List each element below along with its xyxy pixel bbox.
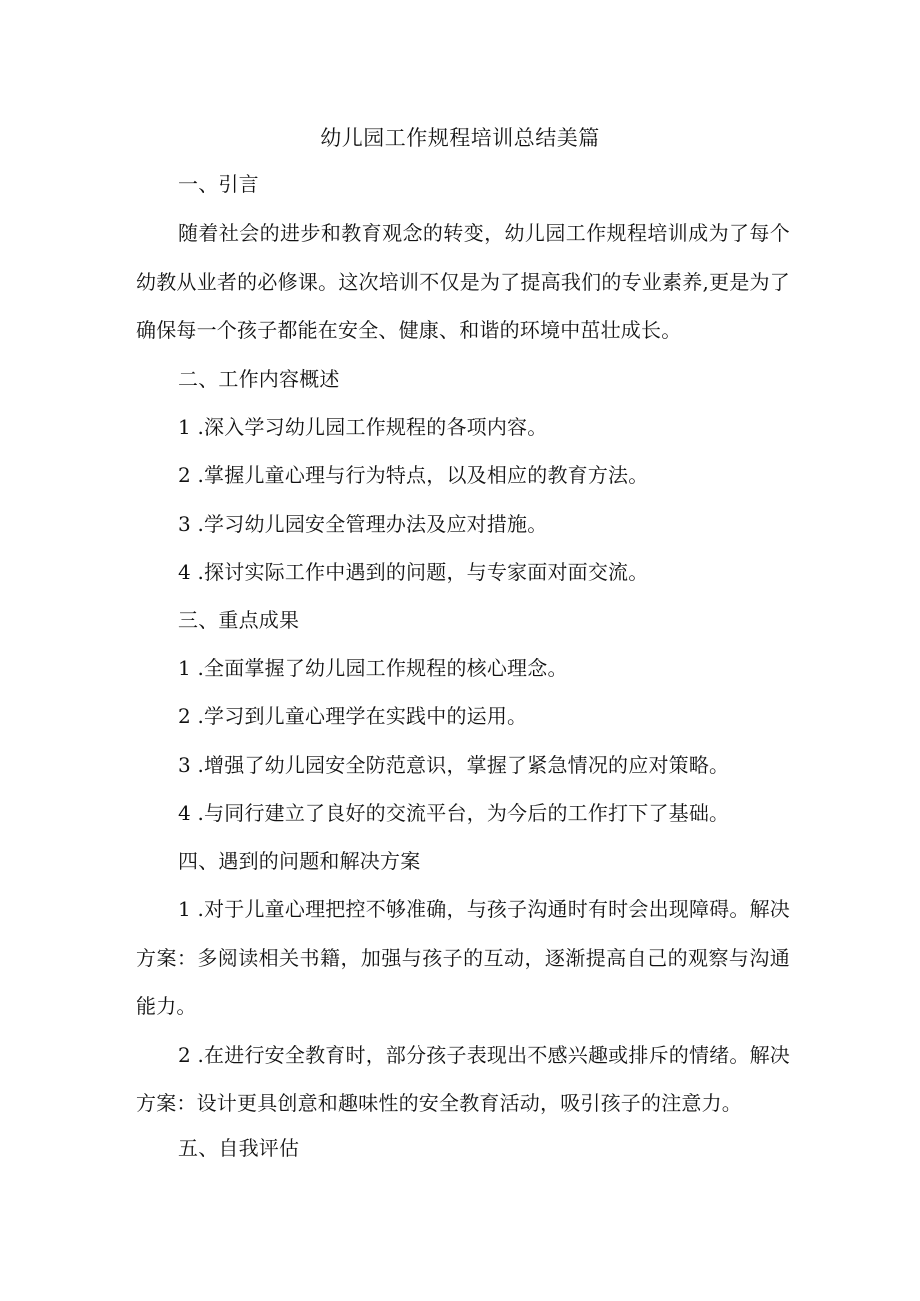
section-heading-introduction: 一、引言 [178, 172, 259, 196]
section-heading-key-results: 三、重点成果 [178, 608, 300, 632]
paragraph-line: 方案：多阅读相关书籍，加强与孩子的互动，逐渐提高自己的观察与沟通 [136, 946, 790, 970]
paragraph-line: 确保每一个孩子都能在安全、健康、和谐的环境中茁壮成长。 [136, 318, 682, 342]
paragraph-line: 方案：设计更具创意和趣味性的安全教育活动，吸引孩子的注意力。 [136, 1091, 742, 1115]
section-heading-self-assessment: 五、自我评估 [178, 1136, 300, 1160]
document-title: 幼儿园工作规程培训总结美篇 [320, 126, 600, 150]
paragraph-line: 能力。 [136, 994, 197, 1018]
paragraph-line: 1 .对于儿童心理把控不够准确，与孩子沟通时有时会出现障碍。解决 [178, 897, 790, 921]
section-heading-problems-solutions: 四、遇到的问题和解决方案 [178, 849, 421, 873]
paragraph-line: 幼教从业者的必修课。这次培训不仅是为了提高我们的专业素养,更是为了 [136, 270, 790, 294]
paragraph-line: 2 .在进行安全教育时，部分孩子表现出不感兴趣或排斥的情绪。解决 [178, 1043, 790, 1067]
list-item: 2 .学习到儿童心理学在实践中的运用。 [178, 704, 528, 728]
list-item: 3 .学习幼儿园安全管理办法及应对措施。 [178, 512, 548, 536]
list-item: 4 .探讨实际工作中遇到的问题，与专家面对面交流。 [178, 560, 649, 584]
paragraph-line: 随着社会的进步和教育观念的转变，幼儿园工作规程培训成为了每个 [178, 221, 790, 245]
list-item: 1 .全面掌握了幼儿园工作规程的核心理念。 [178, 656, 568, 680]
list-item: 2 .掌握儿童心理与行为特点，以及相应的教育方法。 [178, 463, 649, 487]
list-item: 3 .增强了幼儿园安全防范意识，掌握了紧急情况的应对策略。 [178, 753, 730, 777]
list-item: 4 .与同行建立了良好的交流平台，为今后的工作打下了基础。 [178, 801, 730, 825]
list-item: 1 .深入学习幼儿园工作规程的各项内容。 [178, 415, 548, 439]
section-heading-work-overview: 二、工作内容概述 [178, 367, 340, 391]
